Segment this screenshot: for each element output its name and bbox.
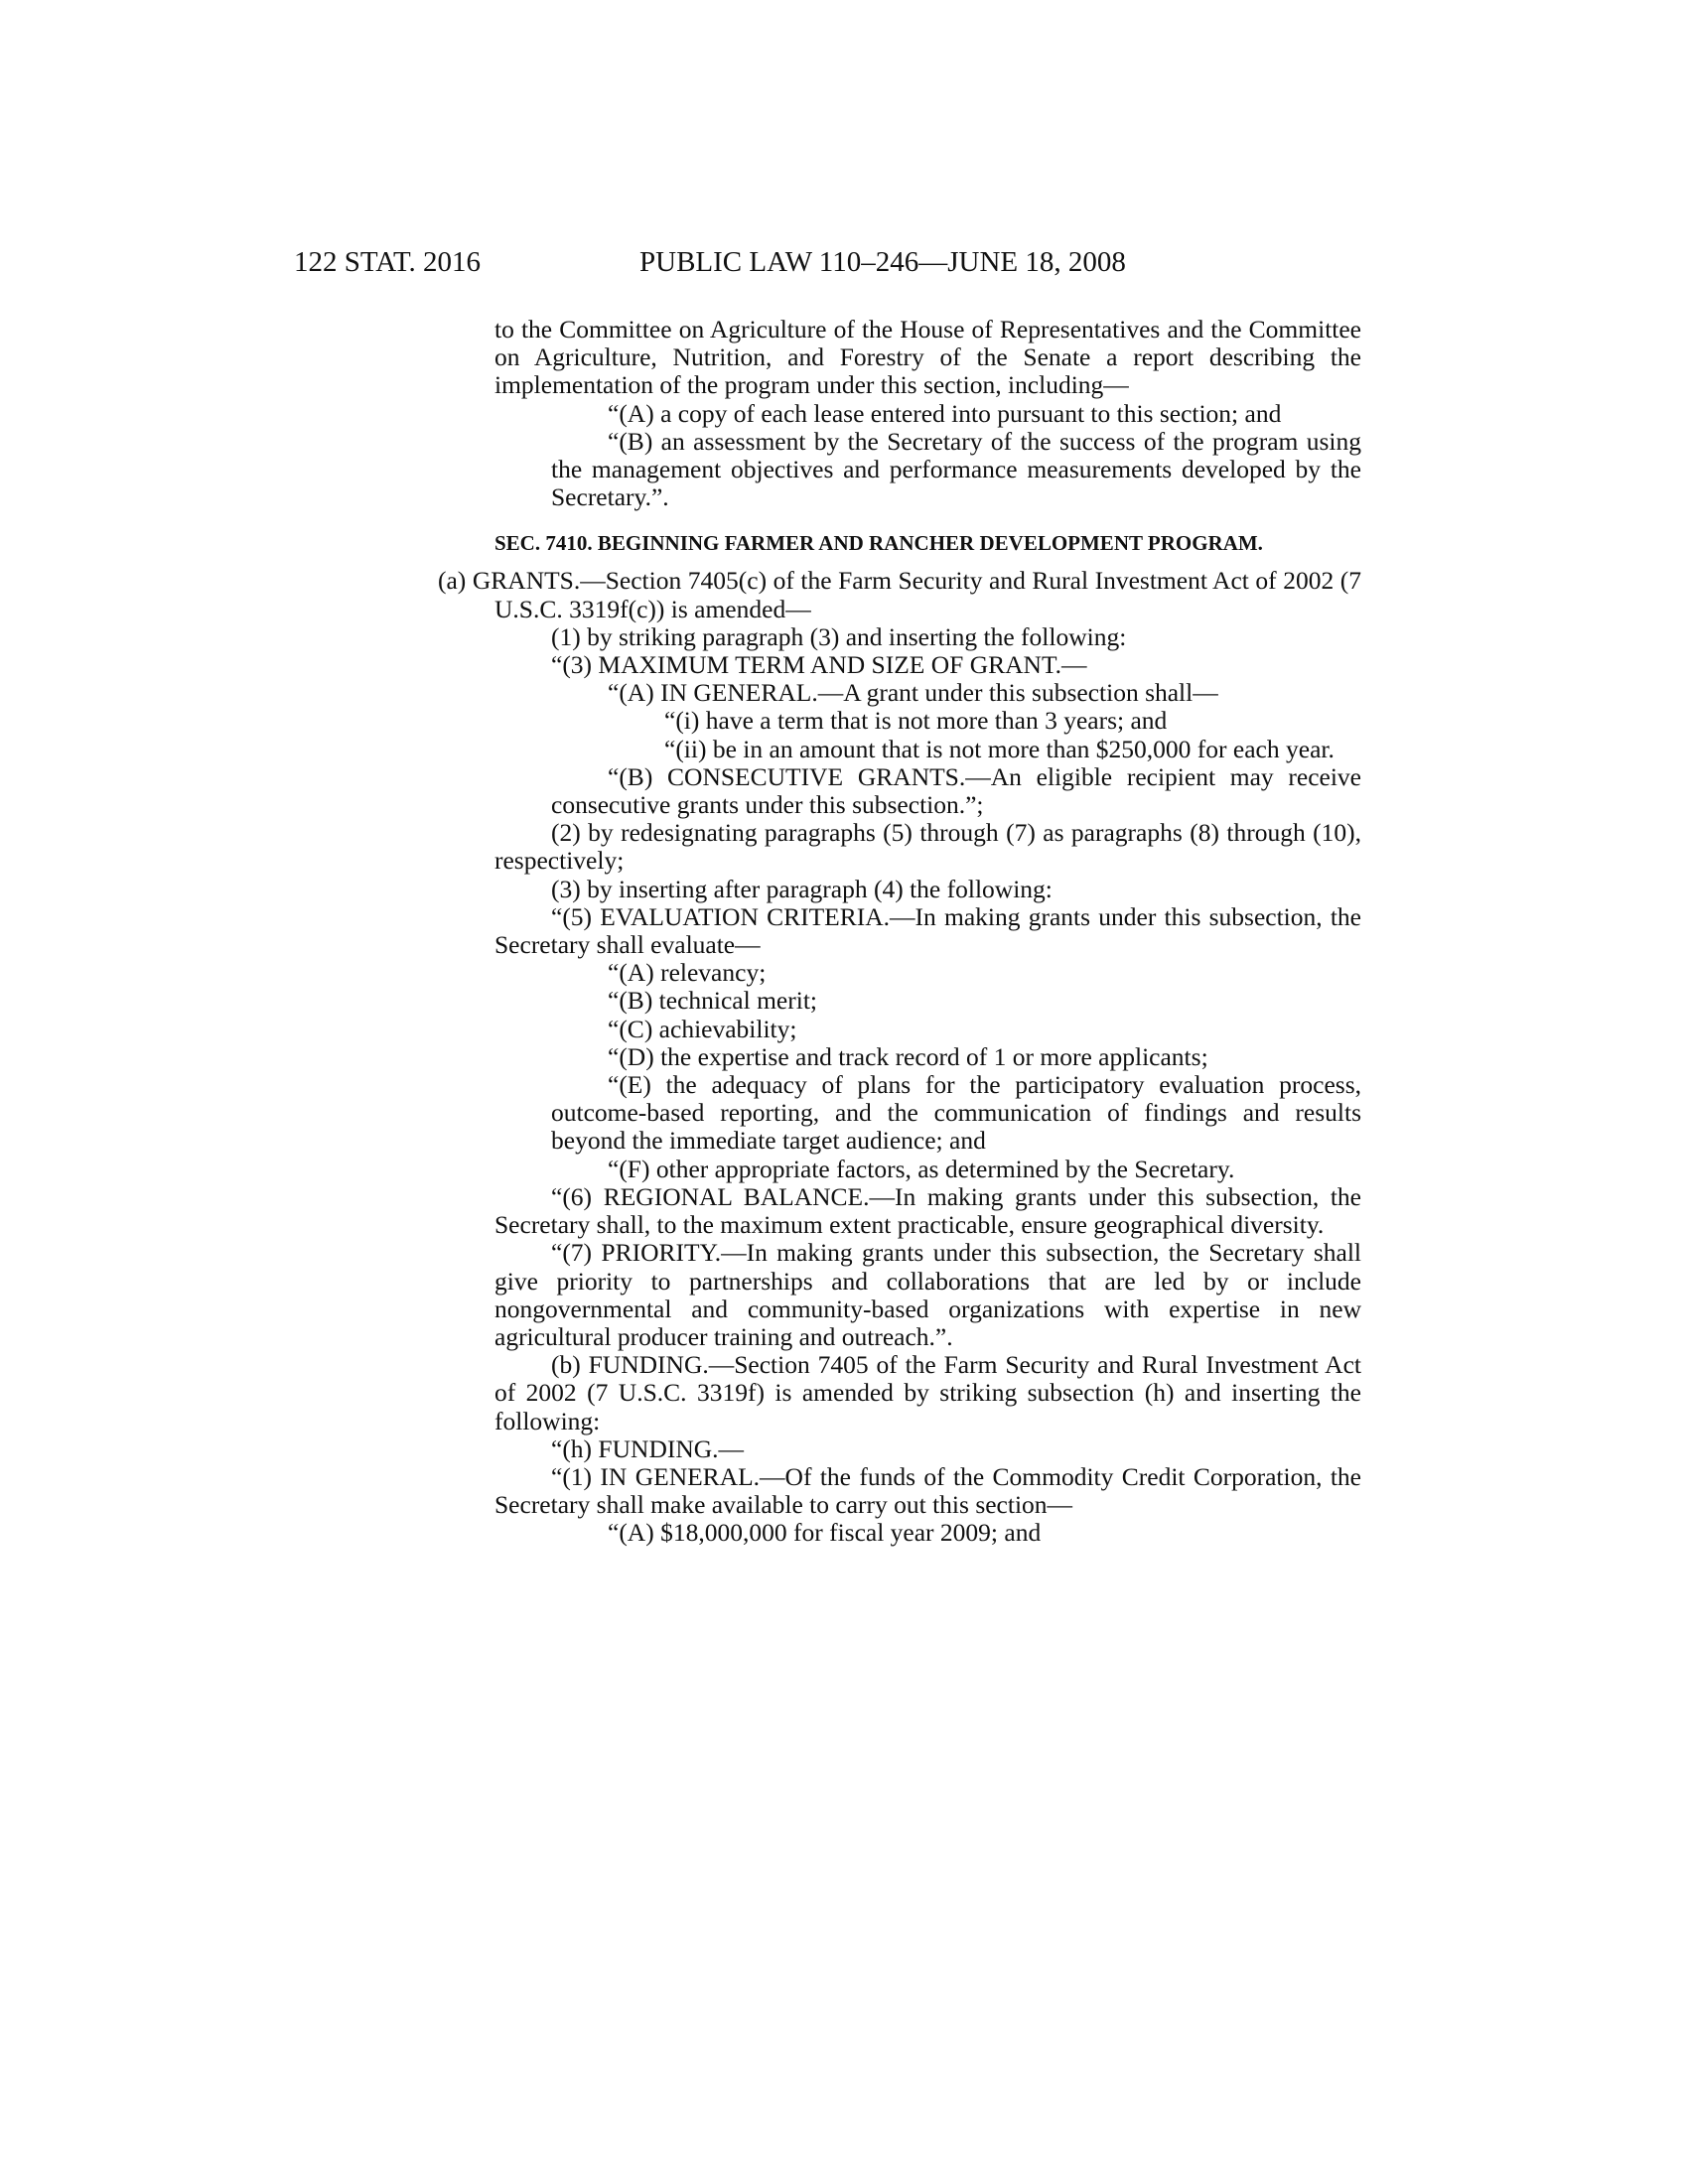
paragraph: (b) FUNDING.—Section 7405 of the Farm Security and Rural Investment Act of 2002 (7 U.S.C. 3319f) is amended by striking subsection (h) and inserting the following:: [494, 1350, 1361, 1435]
paragraph: “(6) REGIONAL BALANCE.—In making grants under this subsection, the Secretary shall, to the maximum extent practicable, ensure geographical diversity.: [494, 1181, 1361, 1240]
paragraph: “(1) IN GENERAL.—Of the funds of the Commodity Credit Corporation, the Secretary shall make available to carry out this section—: [494, 1461, 1361, 1520]
paragraph: “(B) an assessment by the Secretary of the success of the program using the management objectives and performance measurements developed by the Secretary.”.: [551, 426, 1361, 512]
paragraph: (1) by striking paragraph (3) and inserting the following:: [551, 621, 1127, 651]
paragraph: “(5) EVALUATION CRITERIA.—In making grants under this subsection, the Secretary shall evaluate—: [494, 901, 1361, 960]
section-heading: SEC. 7410. BEGINNING FARMER AND RANCHER DEVELOPMENT PROGRAM.: [494, 531, 1263, 556]
paragraph: (3) by inserting after paragraph (4) the following:: [551, 874, 1053, 903]
paragraph: “(E) the adequacy of plans for the participatory evaluation process, outcome-based reporting, and the communication of findings and results beyond the immediate target audience; and: [551, 1070, 1361, 1156]
paragraph: “(D) the expertise and track record of 1 or more applicants;: [608, 1041, 1208, 1071]
body-text: [438, 315, 1361, 1548]
paragraph: “(ii) be in an amount that is not more than $250,000 for each year.: [664, 734, 1335, 763]
paragraph: “(3) MAXIMUM TERM AND SIZE OF GRANT.—: [551, 650, 1087, 680]
paragraph: “(C) achievability;: [608, 1014, 797, 1043]
law-title: PUBLIC LAW 110–246—JUNE 18, 2008: [639, 246, 1126, 278]
paragraph: to the Committee on Agriculture of the House of Representatives and the Committee on Agriculture, Nutrition, and Forestry of the Senate a report describing the implementation of the program under this section, including—: [494, 315, 1361, 400]
paragraph: “(7) PRIORITY.—In making grants under this subsection, the Secretary shall give priority to partnerships and collaborations that are led by or include nongovernmental and community-based organizations with expertise in new agricultural producer training and outreach.”.: [494, 1238, 1361, 1351]
paragraph: (a) GRANTS.—Section 7405(c) of the Farm Security and Rural Investment Act of 2002 (7 U.S.C. 3319f(c)) is amended—: [438, 566, 1361, 623]
page-reference: 122 STAT. 2016: [294, 246, 482, 278]
paragraph: “(B) CONSECUTIVE GRANTS.—An eligible recipient may receive consecutive grants under this subsection.”;: [551, 761, 1361, 820]
paragraph: “(A) relevancy;: [608, 958, 767, 988]
page-header: [294, 246, 1386, 286]
paragraph: “(A) IN GENERAL.—A grant under this subsection shall—: [608, 678, 1218, 708]
paragraph: “(h) FUNDING.—: [551, 1433, 745, 1463]
paragraph: (2) by redesignating paragraphs (5) through (7) as paragraphs (8) through (10), respectively;: [494, 818, 1361, 876]
paragraph: “(i) have a term that is not more than 3 years; and: [664, 706, 1168, 736]
paragraph: “(A) a copy of each lease entered into pursuant to this section; and: [608, 398, 1282, 428]
paragraph: “(B) technical merit;: [608, 986, 817, 1016]
paragraph: “(F) other appropriate factors, as determined by the Secretary.: [608, 1154, 1235, 1183]
paragraph: “(A) $18,000,000 for fiscal year 2009; and: [608, 1518, 1042, 1548]
